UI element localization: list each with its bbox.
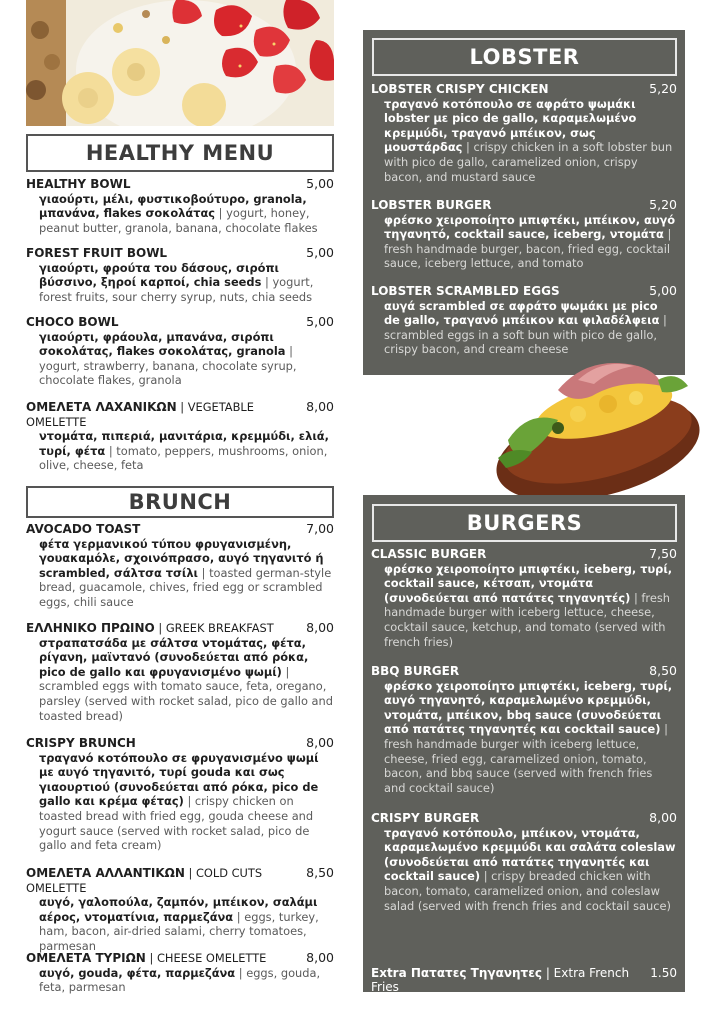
- menu-item-cold-cuts-omelette: [26, 866, 334, 954]
- item-price: 5,20: [649, 197, 677, 212]
- item-price: 7,00: [306, 521, 334, 536]
- item-price: 8,00: [306, 950, 334, 965]
- item-name-en: | GREEK BREAKFAST: [158, 621, 274, 635]
- lobster-roll-photo: [488, 340, 704, 506]
- menu-item-vegetable-omelette: [26, 400, 334, 473]
- item-price: 7,50: [649, 546, 677, 561]
- item-description: τραγανό κοτόπουλο σε αφράτο ψωμάκι lobster με pico de gallo, καραμελωμένο κρεμμύδι, τραγανό μπέικον, σως μουστάρδας | crispy chicken in a soft lobster bun with pico de gallo, caramelized onion, crispy bacon, and mustard sauce: [384, 96, 673, 184]
- item-name: ΟΜΕΛΕΤΑ ΛΑΧΑΝΙΚΩΝ: [26, 400, 177, 414]
- item-description: ντομάτα, πιπεριά, μανιτάρια, κρεμμύδι, ελιά, τυρί, φέτα | tomato, peppers, mushrooms, onion, olive, cheese, feta: [39, 429, 329, 473]
- burgers-heading: BURGERS: [372, 504, 677, 542]
- menu-item-crispy-burger: [371, 811, 677, 913]
- item-description: φρέσκο χειροποίητο μπιφτέκι, iceberg, τυρί, cocktail sauce, κέτσαπ, ντομάτα (συνοδεύεται από πατάτες τηγανητές) | fresh handmade burger with iceberg lettuce, cheese, cocktail sauce, ketchup, and tomato (served with french fries): [384, 561, 673, 649]
- item-name: LOBSTER SCRAMBLED EGGS: [371, 284, 560, 298]
- menu-item-greek-breakfast: [26, 621, 334, 723]
- item-name-en: | CHEESE OMELETTE: [149, 951, 267, 965]
- item-description: φρέσκο χειροποίητο μπιφτέκι, μπέικον, αυγό τηγανητό, cocktail sauce, iceberg, ντομάτα | fresh handmade burger, bacon, fried egg, cocktail sauce, iceberg lettuce, and tomato: [384, 212, 676, 271]
- item-name: LOBSTER CRISPY CHICKEN: [371, 82, 549, 96]
- item-name: CHOCO BOWL: [26, 315, 119, 329]
- lobster-panel: [363, 30, 685, 375]
- item-name: ΟΜΕΛΕΤΑ ΑΛΛΑΝΤΙΚΩΝ: [26, 866, 185, 880]
- item-price: 8,00: [306, 399, 334, 414]
- item-name: CRISPY BURGER: [371, 811, 480, 825]
- item-name: CRISPY BRUNCH: [26, 736, 136, 750]
- item-description: τραγανό κοτόπουλο σε φρυγανισμένο ψωμί με αυγό τηγανιτό, τυρί gouda και σως γιαουρτιού (συνοδεύεται από ρόκα, pico de gallo και κρέμα φέτας) | crispy chicken on toasted bread with fried egg, gouda cheese and yogurt sauce (served with rocket salad, pico de gallo and feta cream): [39, 750, 319, 853]
- item-price: 5,00: [649, 283, 677, 298]
- menu-item-forest-fruit-bowl: [26, 246, 334, 304]
- item-name: ΕΛΛΗΝΙΚΟ ΠΡΩΙΝΟ: [26, 621, 155, 635]
- menu-item-cheese-omelette: [26, 951, 334, 995]
- item-price: 5,00: [306, 176, 334, 191]
- item-description: γιαούρτι, μέλι, φυστικοβούτυρο, granola, μπανάνα, flakes σοκολάτας | yogurt, honey, peanut butter, granola, banana, chocolate flakes: [39, 191, 318, 235]
- menu-item-avocado-toast: [26, 522, 334, 610]
- menu-item-extra-fries: [371, 966, 677, 994]
- item-description: στραπατσάδα με σάλτσα ντομάτας, φέτα, ρίγανη, μαϊντανό (συνοδεύεται από ρόκα, pico de gallo και φρυγανισμένο ψωμί) | scrambled eggs with tomato sauce, feta, oregano, parsley (served with rocket salad, pico de gallo and toasted bread): [39, 635, 333, 723]
- brunch-heading: BRUNCH: [26, 486, 334, 518]
- item-name: HEALTHY BOWL: [26, 177, 131, 191]
- item-name: ΟΜΕΛΕΤΑ ΤΥΡΙΩΝ: [26, 951, 146, 965]
- item-description: φρέσκο χειροποίητο μπιφτέκι, iceberg, τυρί, αυγό τηγανητό, καραμελωμένο κρεμμύδι, ντομάτα, μπέικον, bbq sauce (συνοδεύεται από πατάτες τηγανητές και cocktail sauce) | fresh handmade burger with iceberg lettuce, cheese, fried egg, caramelized onion, tomato, bacon, and bbq sauce (served with french fries and cocktail sauce): [384, 678, 673, 795]
- lobster-heading: LOBSTER: [372, 38, 677, 76]
- item-description: αυγά scrambled σε αφράτο ψωμάκι με pico de gallo, τραγανό μπέικον και φιλαδέλφεια | scrambled eggs in a soft bun with pico de gallo, crispy bacon, and cream cheese: [384, 298, 667, 357]
- item-description: φέτα γερμανικού τύπου φρυγανισμένη, γουακαμόλε, σχοινόπρασο, αυγό τηγανιτό ή scrambled, σάλτσα τσίλι | toasted german-style bread, guacamole, chives, fried egg or scrambled eggs, chili sauce: [39, 536, 332, 609]
- item-price: 8,50: [649, 663, 677, 678]
- item-price: 1.50: [650, 966, 677, 980]
- menu-item-choco-bowl: [26, 315, 334, 388]
- item-price: 8,50: [306, 865, 334, 880]
- healthy-bowl-photo: [26, 0, 334, 126]
- item-name: FOREST FRUIT BOWL: [26, 246, 168, 260]
- item-name-en: | VEGETABLE OMELETTE: [26, 400, 254, 429]
- item-description: τραγανό κοτόπουλο, μπέικον, ντομάτα, καραμελωμένο κρεμμύδι και σαλάτα coleslaw (συνοδεύεται από πατάτες τηγανητές και cocktail sauce) | crispy breaded chicken with bacon, tomato, caramelized onion, and coleslaw salad (served with french fries and cocktail sauce): [384, 825, 676, 913]
- item-description: γιαούρτι, φρούτα του δάσους, σιρόπι βύσσινο, ξηροί καρποί, chia seeds | yogurt, forest fruits, sour cherry syrup, nuts, chia seeds: [39, 260, 314, 304]
- menu-item-bbq-burger: [371, 664, 677, 795]
- item-name-en: | COLD CUTS OMELETTE: [26, 866, 263, 895]
- menu-item-crispy-brunch: [26, 736, 334, 853]
- item-description: αυγό, γαλοπούλα, ζαμπόν, μπέικον, σαλάμι αέρος, ντοματίνια, παρμεζάνα | eggs, turkey, ham, bacon, air-dried salami, cherry tomatoes, parmesan: [39, 895, 319, 953]
- healthy-menu-heading: HEALTHY MENU: [26, 134, 334, 172]
- item-description: αυγό, gouda, φέτα, παρμεζάνα | eggs, gouda, feta, parmesan: [39, 965, 321, 995]
- menu-item-healthy-bowl: [26, 177, 334, 235]
- item-name: CLASSIC BURGER: [371, 547, 487, 561]
- item-name: Extra Πατατες Τηγανητες: [371, 966, 542, 980]
- burgers-panel: [363, 495, 685, 992]
- menu-item-lobster-crispy-chicken: [371, 82, 677, 184]
- menu-item-classic-burger: [371, 547, 677, 649]
- item-price: 8,00: [306, 735, 334, 750]
- item-name-en: | Extra French Fries: [371, 966, 630, 994]
- item-name: AVOCADO TOAST: [26, 522, 141, 536]
- item-name: LOBSTER BURGER: [371, 198, 492, 212]
- item-name: BBQ BURGER: [371, 664, 460, 678]
- item-price: 5,00: [306, 245, 334, 260]
- item-description: γιαούρτι, φράουλα, μπανάνα, σιρόπι σοκολάτας, flakes σοκολάτας, granola | yogurt, strawberry, banana, chocolate syrup, chocolate flakes, granola: [39, 329, 297, 388]
- item-price: 5,00: [306, 314, 334, 329]
- item-price: 5,20: [649, 81, 677, 96]
- menu-item-lobster-burger: [371, 198, 677, 271]
- item-price: 8,00: [306, 620, 334, 635]
- item-price: 8,00: [649, 810, 677, 825]
